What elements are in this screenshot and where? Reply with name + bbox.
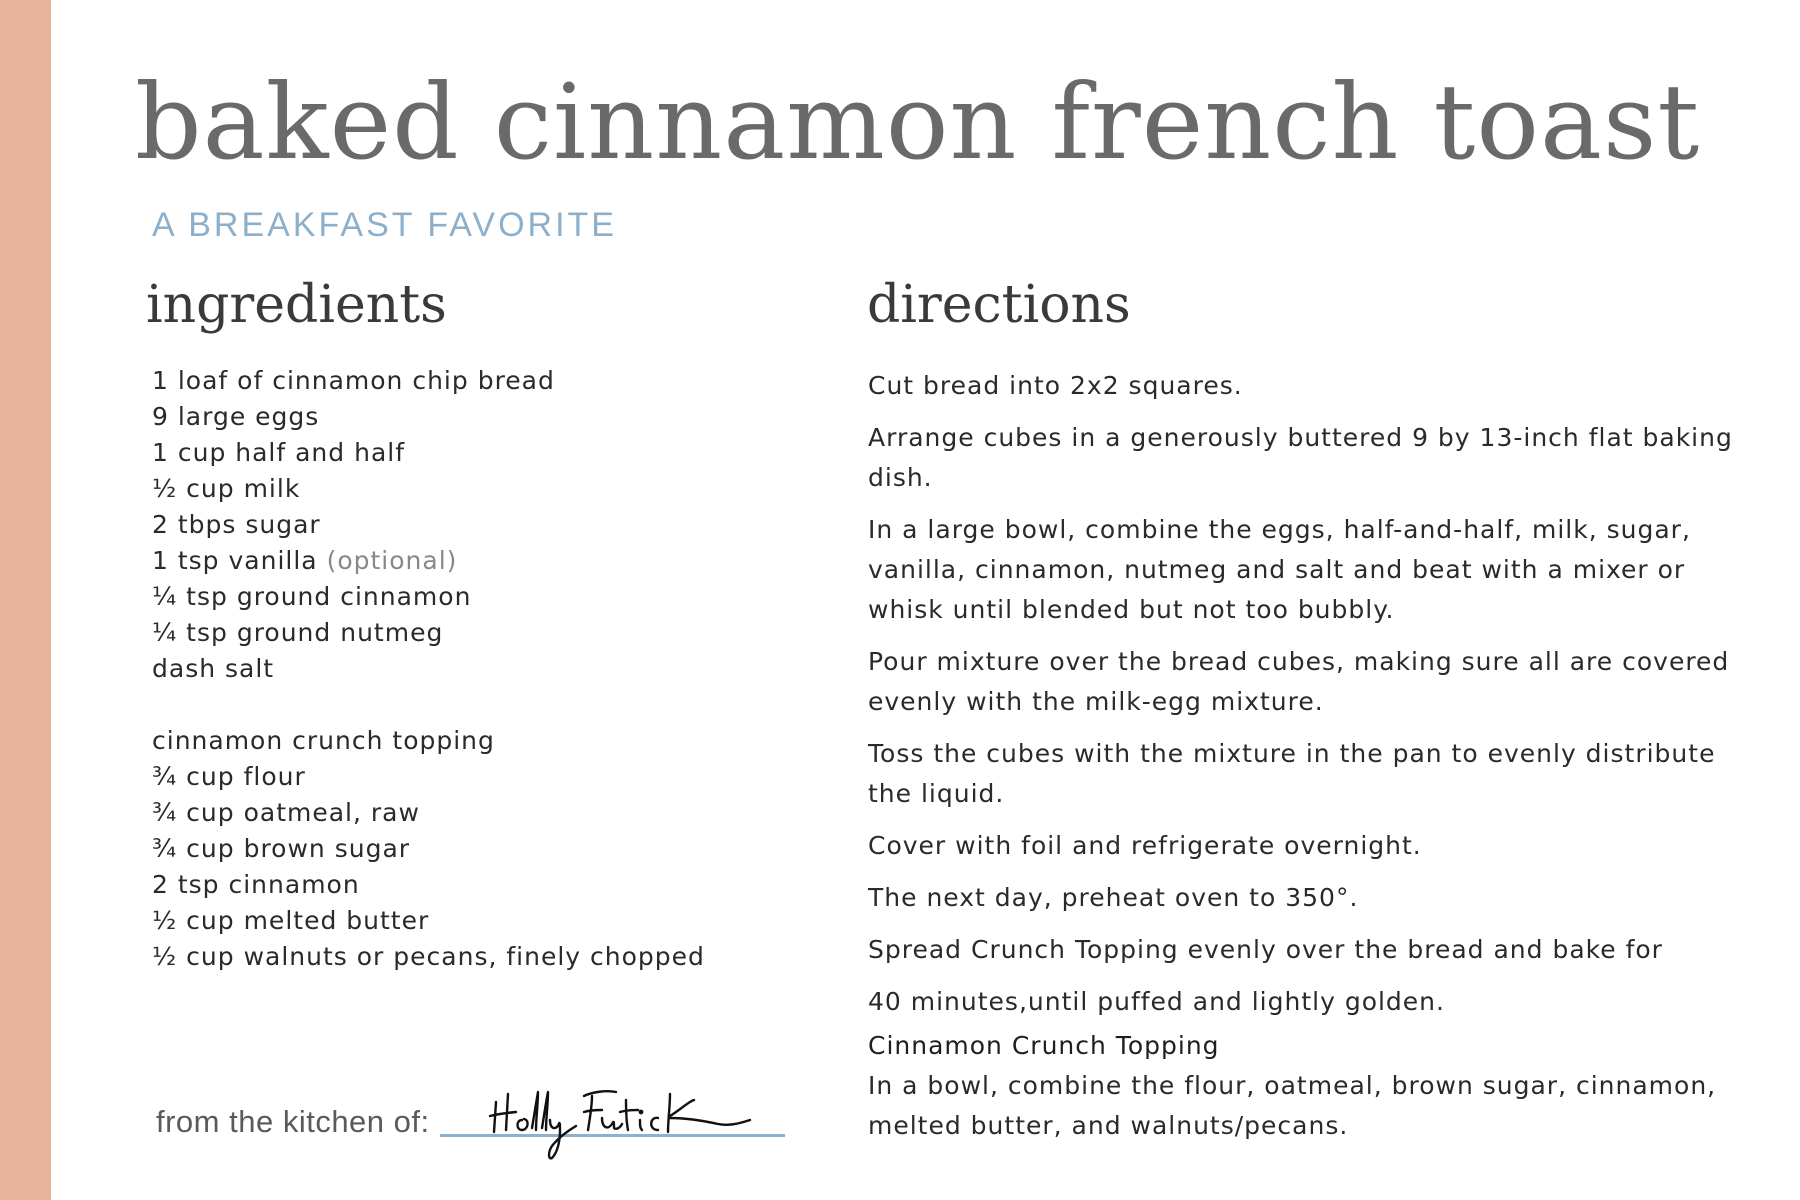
recipe-subtitle: A BREAKFAST FAVORITE xyxy=(152,206,617,244)
topping-ingredient-item: ¾ cup flour xyxy=(152,762,306,791)
direction-step: Cut bread into 2x2 squares. xyxy=(868,371,1243,400)
direction-step: In a large bowl, combine the eggs, half-and-half, milk, sugar, vanilla, cinnamon, nutmeg and salt and beat with a mixer or whisk until blended but not too bubbly. xyxy=(868,515,1691,624)
ingredient-item: ¼ tsp ground nutmeg xyxy=(152,618,444,647)
accent-side-bar xyxy=(0,0,51,1200)
topping-directions-text: In a bowl, combine the flour, oatmeal, brown sugar, cinnamon, melted butter, and walnuts/pecans. xyxy=(868,1071,1717,1140)
topping-ingredient-item: ½ cup walnuts or pecans, finely chopped xyxy=(152,942,705,971)
direction-step: 40 minutes,until puffed and lightly golden. xyxy=(868,987,1445,1016)
topping-ingredient-item: 2 tsp cinnamon xyxy=(152,870,360,899)
ingredient-item-vanilla xyxy=(152,543,772,579)
optional-note: (optional) xyxy=(326,546,458,575)
topping-ingredient-item: ¾ cup brown sugar xyxy=(152,834,411,863)
ingredient-item: ¼ tsp ground cinnamon xyxy=(152,582,472,611)
direction-step: Pour mixture over the bread cubes, making sure all are covered evenly with the milk-egg mixture. xyxy=(868,647,1730,716)
recipe-title: baked cinnamon french toast xyxy=(135,61,1701,183)
direction-step: Spread Crunch Topping evenly over the bread and bake for xyxy=(868,935,1663,964)
ingredient-item: dash salt xyxy=(152,654,275,683)
direction-step: Cover with foil and refrigerate overnight. xyxy=(868,831,1422,860)
ingredients-list xyxy=(152,363,772,975)
direction-step: Arrange cubes in a generously buttered 9 by 13-inch flat baking dish. xyxy=(868,423,1733,492)
directions-list xyxy=(868,366,1768,1034)
ingredient-item: 9 large eggs xyxy=(152,402,320,431)
kitchen-label: from the kitchen of: xyxy=(156,1104,430,1139)
topping-directions xyxy=(868,1026,1768,1146)
topping-directions-heading: Cinnamon Crunch Topping xyxy=(868,1031,1220,1060)
direction-step: The next day, preheat oven to 350°. xyxy=(868,883,1359,912)
ingredient-item: 1 cup half and half xyxy=(152,438,406,467)
ingredient-item: 2 tbps sugar xyxy=(152,510,321,539)
handwritten-signature xyxy=(488,1080,756,1162)
topping-ingredient-item: ½ cup melted butter xyxy=(152,906,430,935)
directions-heading: directions xyxy=(867,275,1131,335)
ingredient-item: ½ cup milk xyxy=(152,474,301,503)
direction-step: Toss the cubes with the mixture in the pan to evenly distribute the liquid. xyxy=(868,739,1716,808)
ingredient-item-text: 1 tsp vanilla xyxy=(152,546,318,575)
ingredients-heading: ingredients xyxy=(146,275,447,335)
topping-ingredient-item: ¾ cup oatmeal, raw xyxy=(152,798,420,827)
ingredient-item: 1 loaf of cinnamon chip bread xyxy=(152,366,555,395)
topping-ingredients-heading: cinnamon crunch topping xyxy=(152,726,495,755)
